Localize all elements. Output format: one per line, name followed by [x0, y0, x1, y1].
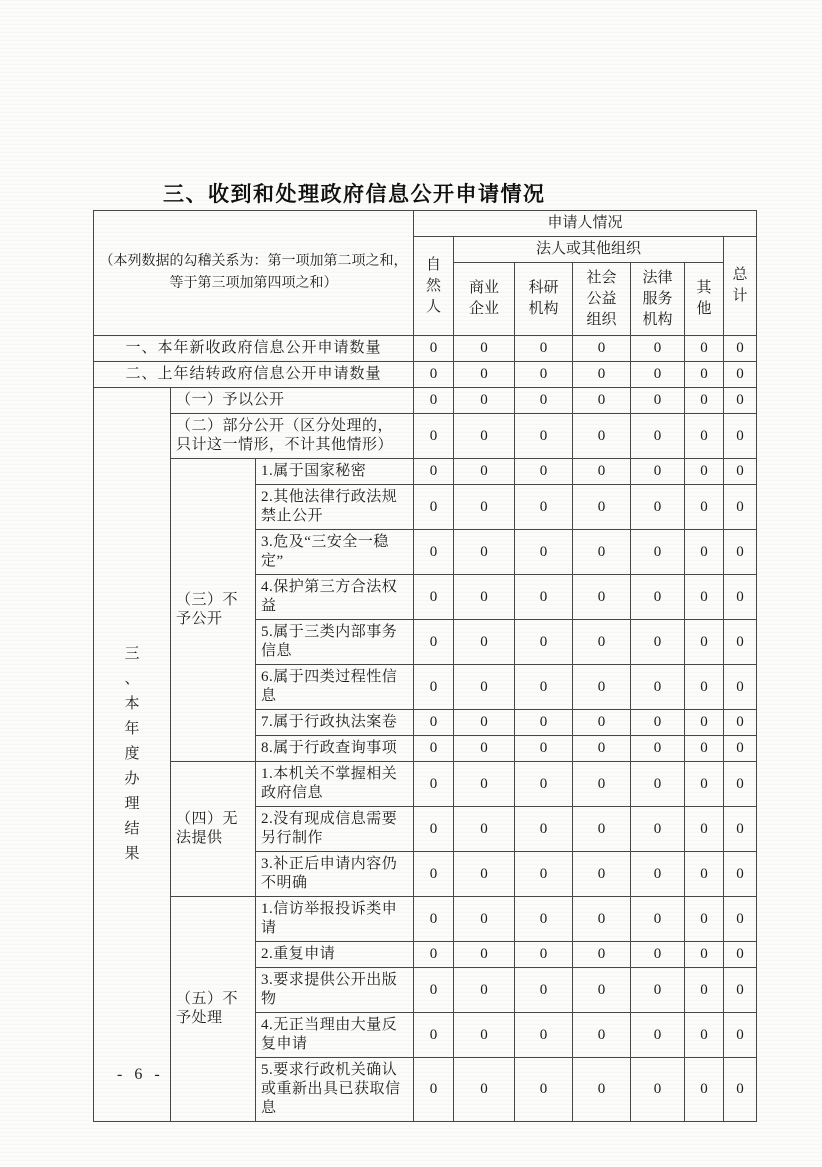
value-cell: 0	[573, 336, 631, 362]
value-cell: 0	[573, 665, 631, 710]
page-number: - 6 -	[117, 1066, 164, 1083]
header-col-natural-person	[414, 237, 454, 336]
value-cell: 0	[515, 620, 573, 665]
value-cell: 0	[631, 1058, 685, 1122]
value-cell: 0	[573, 362, 631, 388]
row-label: 4.无正当理由大量反复申请	[256, 1013, 414, 1058]
value-cell: 0	[685, 665, 724, 710]
value-cell: 0	[414, 897, 454, 942]
value-cell: 0	[685, 485, 724, 530]
table-row	[94, 388, 757, 414]
value-cell: 0	[454, 530, 515, 575]
row-label: 二、上年结转政府信息公开申请数量	[94, 362, 414, 388]
value-cell: 0	[724, 388, 757, 414]
value-cell: 0	[724, 710, 757, 736]
value-cell: 0	[685, 942, 724, 968]
value-cell: 0	[515, 575, 573, 620]
value-cell: 0	[454, 942, 515, 968]
value-cell: 0	[724, 485, 757, 530]
value-cell: 0	[573, 414, 631, 459]
value-cell: 0	[631, 665, 685, 710]
value-cell: 0	[573, 762, 631, 807]
value-cell: 0	[454, 736, 515, 762]
value-cell: 0	[724, 575, 757, 620]
value-cell: 0	[414, 710, 454, 736]
row-label: 1.本机关不掌握相关政府信息	[256, 762, 414, 807]
value-cell: 0	[724, 852, 757, 897]
row-group-label-text: 三、本年度办理结果	[124, 646, 140, 862]
table-row	[94, 362, 757, 388]
value-cell: 0	[724, 762, 757, 807]
value-cell: 0	[414, 414, 454, 459]
header-col-total-label: 总计	[732, 267, 748, 304]
value-cell: 0	[724, 942, 757, 968]
table-row	[94, 897, 757, 942]
value-cell: 0	[724, 897, 757, 942]
value-cell: 0	[573, 1058, 631, 1122]
value-cell: 0	[724, 620, 757, 665]
value-cell: 0	[724, 414, 757, 459]
value-cell: 0	[515, 807, 573, 852]
value-cell: 0	[454, 485, 515, 530]
value-cell: 0	[515, 1013, 573, 1058]
value-cell: 0	[414, 762, 454, 807]
header-legal-group: 法人或其他组织	[454, 237, 724, 263]
value-cell: 0	[573, 1013, 631, 1058]
row-label: 6.属于四类过程性信息	[256, 665, 414, 710]
value-cell: 0	[573, 620, 631, 665]
row-label: 一、本年新收政府信息公开申请数量	[94, 336, 414, 362]
value-cell: 0	[454, 807, 515, 852]
value-cell: 0	[454, 852, 515, 897]
value-cell: 0	[515, 942, 573, 968]
header-col-other	[685, 263, 724, 336]
value-cell: 0	[631, 336, 685, 362]
value-cell: 0	[724, 362, 757, 388]
header-col-business-label: 商业企业	[469, 280, 500, 317]
value-cell: 0	[631, 897, 685, 942]
value-cell: 0	[515, 710, 573, 736]
value-cell: 0	[685, 362, 724, 388]
value-cell: 0	[414, 575, 454, 620]
row-label: 5.要求行政机关确认或重新出具已获取信息	[256, 1058, 414, 1122]
header-col-natural-person-label: 自然人	[426, 256, 442, 315]
table-row	[94, 762, 757, 807]
row-label: 1.属于国家秘密	[256, 459, 414, 485]
value-cell: 0	[454, 1013, 515, 1058]
value-cell: 0	[724, 459, 757, 485]
value-cell: 0	[515, 336, 573, 362]
value-cell: 0	[573, 459, 631, 485]
value-cell: 0	[454, 459, 515, 485]
value-cell: 0	[414, 362, 454, 388]
value-cell: 0	[724, 665, 757, 710]
value-cell: 0	[685, 1058, 724, 1122]
value-cell: 0	[685, 388, 724, 414]
value-cell: 0	[515, 665, 573, 710]
value-cell: 0	[454, 665, 515, 710]
value-cell: 0	[685, 807, 724, 852]
category-label: （四）无法提供	[171, 762, 256, 897]
value-cell: 0	[685, 530, 724, 575]
value-cell: 0	[454, 575, 515, 620]
row-label: 3.危及“三安全一稳定”	[256, 530, 414, 575]
row-label: 2.没有现成信息需要另行制作	[256, 807, 414, 852]
value-cell: 0	[414, 620, 454, 665]
value-cell: 0	[573, 852, 631, 897]
value-cell: 0	[573, 575, 631, 620]
value-cell: 0	[631, 968, 685, 1013]
value-cell: 0	[515, 362, 573, 388]
value-cell: 0	[414, 942, 454, 968]
row-label: 3.补正后申请内容仍不明确	[256, 852, 414, 897]
row-label: 5.属于三类内部事务信息	[256, 620, 414, 665]
value-cell: 0	[414, 459, 454, 485]
value-cell: 0	[685, 710, 724, 736]
value-cell: 0	[724, 1058, 757, 1122]
header-col-research	[515, 263, 573, 336]
value-cell: 0	[631, 710, 685, 736]
value-cell: 0	[414, 336, 454, 362]
value-cell: 0	[454, 968, 515, 1013]
value-cell: 0	[724, 968, 757, 1013]
header-col-total	[724, 237, 757, 336]
value-cell: 0	[414, 852, 454, 897]
header-applicant-group: 申请人情况	[414, 211, 757, 237]
value-cell: 0	[454, 414, 515, 459]
value-cell: 0	[631, 852, 685, 897]
table-row	[94, 459, 757, 485]
value-cell: 0	[631, 362, 685, 388]
value-cell: 0	[454, 362, 515, 388]
value-cell: 0	[724, 336, 757, 362]
value-cell: 0	[454, 710, 515, 736]
value-cell: 0	[454, 762, 515, 807]
value-cell: 0	[685, 575, 724, 620]
value-cell: 0	[414, 968, 454, 1013]
row-label: 1.信访举报投诉类申请	[256, 897, 414, 942]
value-cell: 0	[631, 459, 685, 485]
row-group-label-vertical	[94, 388, 171, 1122]
value-cell: 0	[685, 1013, 724, 1058]
value-cell: 0	[631, 414, 685, 459]
value-cell: 0	[454, 897, 515, 942]
value-cell: 0	[515, 852, 573, 897]
table-body	[94, 336, 757, 1122]
category-label: （五）不予处理	[171, 897, 256, 1122]
value-cell: 0	[515, 388, 573, 414]
table-row	[94, 414, 757, 459]
value-cell: 0	[631, 1013, 685, 1058]
header-col-social-label: 社会公益组织	[586, 269, 617, 328]
value-cell: 0	[454, 620, 515, 665]
value-cell: 0	[573, 807, 631, 852]
value-cell: 0	[685, 968, 724, 1013]
table-row	[94, 336, 757, 362]
value-cell: 0	[454, 336, 515, 362]
value-cell: 0	[573, 530, 631, 575]
header-col-legal-service	[631, 263, 685, 336]
value-cell: 0	[631, 530, 685, 575]
value-cell: 0	[573, 710, 631, 736]
value-cell: 0	[631, 762, 685, 807]
disclosure-requests-table	[93, 210, 757, 1122]
value-cell: 0	[515, 897, 573, 942]
value-cell: 0	[414, 388, 454, 414]
value-cell: 0	[573, 897, 631, 942]
value-cell: 0	[515, 736, 573, 762]
value-cell: 0	[631, 388, 685, 414]
value-cell: 0	[631, 575, 685, 620]
row-label: 8.属于行政查询事项	[256, 736, 414, 762]
value-cell: 0	[414, 807, 454, 852]
value-cell: 0	[631, 942, 685, 968]
value-cell: 0	[573, 942, 631, 968]
header-col-other-label: 其他	[696, 280, 712, 317]
value-cell: 0	[414, 1013, 454, 1058]
value-cell: 0	[414, 485, 454, 530]
value-cell: 0	[515, 1058, 573, 1122]
value-cell: 0	[685, 852, 724, 897]
header-row-applicant	[94, 211, 757, 237]
row-label: 7.属于行政执法案卷	[256, 710, 414, 736]
corner-note: （本列数据的勾稽关系为：第一项加第二项之和，等于第三项加第四项之和）	[94, 211, 414, 336]
header-col-legal-service-label: 法律服务机构	[642, 269, 673, 328]
value-cell: 0	[573, 388, 631, 414]
value-cell: 0	[573, 968, 631, 1013]
value-cell: 0	[685, 620, 724, 665]
value-cell: 0	[515, 485, 573, 530]
category-label: （三）不予公开	[171, 459, 256, 762]
value-cell: 0	[631, 620, 685, 665]
value-cell: 0	[724, 736, 757, 762]
value-cell: 0	[724, 530, 757, 575]
value-cell: 0	[724, 807, 757, 852]
header-col-social	[573, 263, 631, 336]
value-cell: 0	[685, 459, 724, 485]
value-cell: 0	[414, 736, 454, 762]
header-col-research-label: 科研机构	[528, 280, 559, 317]
value-cell: 0	[515, 414, 573, 459]
value-cell: 0	[573, 736, 631, 762]
row-label: 4.保护第三方合法权益	[256, 575, 414, 620]
row-label: （二）部分公开（区分处理的，只计这一情形，不计其他情形）	[171, 414, 414, 459]
value-cell: 0	[454, 1058, 515, 1122]
row-label: 3.要求提供公开出版物	[256, 968, 414, 1013]
row-label: （一）予以公开	[171, 388, 414, 414]
value-cell: 0	[414, 1058, 454, 1122]
value-cell: 0	[515, 459, 573, 485]
value-cell: 0	[685, 897, 724, 942]
value-cell: 0	[631, 807, 685, 852]
header-col-business	[454, 263, 515, 336]
value-cell: 0	[515, 762, 573, 807]
value-cell: 0	[685, 336, 724, 362]
value-cell: 0	[454, 388, 515, 414]
section-title: 三、收到和处理政府信息公开申请情况	[163, 183, 546, 206]
value-cell: 0	[724, 1013, 757, 1058]
row-label: 2.其他法律行政法规禁止公开	[256, 485, 414, 530]
value-cell: 0	[685, 414, 724, 459]
value-cell: 0	[515, 530, 573, 575]
value-cell: 0	[414, 665, 454, 710]
value-cell: 0	[685, 762, 724, 807]
value-cell: 0	[414, 530, 454, 575]
value-cell: 0	[631, 485, 685, 530]
row-label: 2.重复申请	[256, 942, 414, 968]
value-cell: 0	[685, 736, 724, 762]
value-cell: 0	[631, 736, 685, 762]
value-cell: 0	[573, 485, 631, 530]
value-cell: 0	[515, 968, 573, 1013]
